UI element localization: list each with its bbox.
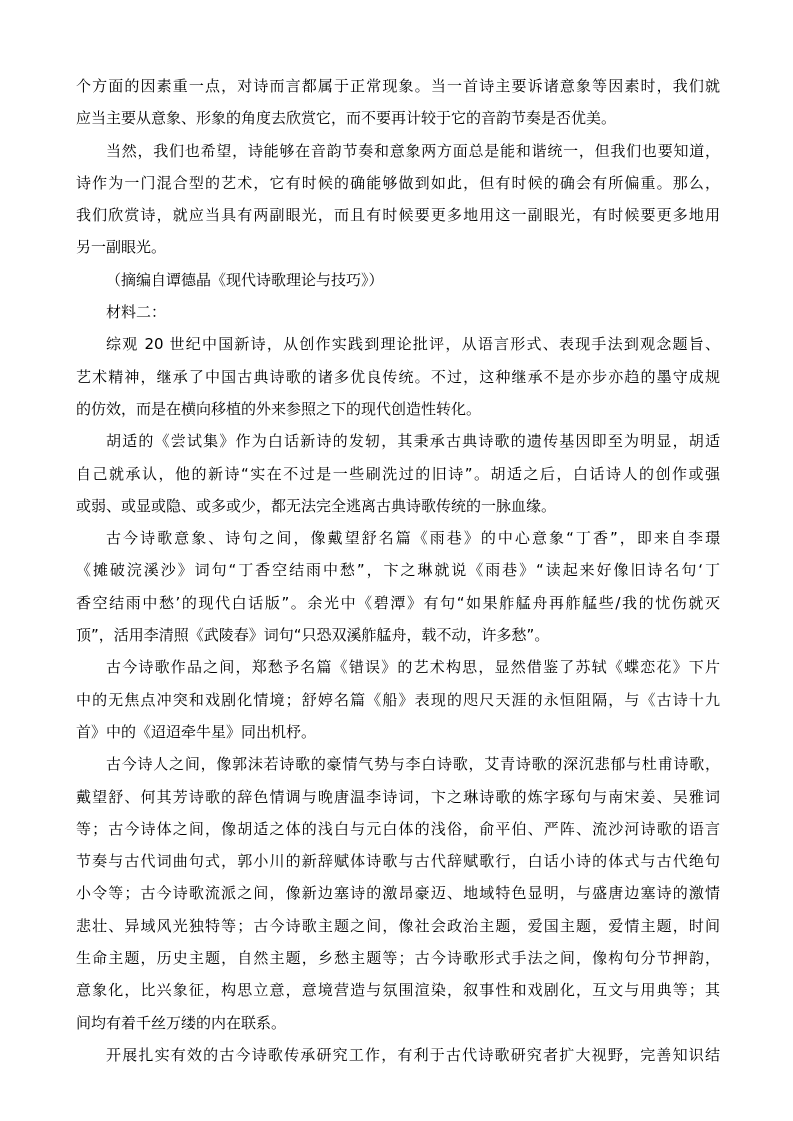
text-line: 小令等；古今诗歌流派之间，像新边塞诗的激昂豪迈、地域特色显明，与盛唐边塞诗的激情 [76, 884, 720, 903]
text-line: 诗作为一门混合型的艺术，它有时候的确能够做到如此，但有时候的确会有所偏重。那么， [76, 173, 720, 192]
paragraph-first-line: 古今诗歌作品之间，郑愁予名篇《错误》的艺术构思，显然借鉴了苏轼《蝶恋花》下片 [106, 658, 720, 677]
text-line: 间均有着千丝万缕的内在联系。 [76, 1013, 287, 1032]
text-line: 《摊破浣溪沙》词句“丁香空结雨中愁”，卞之琳就说《雨巷》“读起来好像旧诗名句‘丁 [76, 561, 720, 580]
text-line: 我们欣赏诗，就应当具有两副眼光，而且有时候要更多地用这一副眼光，有时候要更多地用 [76, 206, 720, 225]
text-line: 艺术精神，继承了中国古典诗歌的诸多优良传统。不过，这种继承不是亦步亦趋的墨守成规 [76, 367, 720, 386]
paragraph-first-line: 古今诗人之间，像郭沫若诗歌的豪情气势与李白诗歌，艾青诗歌的深沉悲郁与杜甫诗歌， [106, 755, 720, 774]
text-line: 首》中的《迢迢牵牛星》同出机杼。 [76, 722, 317, 741]
paragraph-first-line: 古今诗歌意象、诗句之间，像戴望舒名篇《雨巷》的中心意象“丁香”，即来自李璟 [106, 529, 720, 548]
text-line: 另一副眼光。 [76, 238, 167, 257]
text-line: 应当主要从意象、形象的角度去欣赏它，而不要再计较于它的音韵节奏是否优美。 [76, 109, 617, 128]
text-line: 或弱、或显或隐、或多或少，都无法完全逃离古典诗歌传统的一脉血缘。 [76, 496, 557, 515]
text-line: 节奏与古代词曲句式，郭小川的新辞赋体诗歌与古代辞赋歌行，白话小诗的体式与古代绝句 [76, 852, 720, 871]
text-line: 等；古今诗体之间，像胡适之体的浅白与元白体的浅俗，俞平伯、严阵、流沙河诗歌的语言 [76, 819, 720, 838]
paragraph-first-line: 综观 20 世纪中国新诗，从创作实践到理论批评，从语言形式、表现手法到观念题旨、 [106, 335, 720, 354]
paragraph-first-line: 开展扎实有效的古今诗歌传承研究工作，有利于古代诗歌研究者扩大视野，完善知识结 [106, 1045, 720, 1064]
paragraph-first-line: 当然，我们也希望，诗能够在音韵节奏和意象两方面总是能和谐统一，但我们也要知道， [106, 141, 720, 160]
source-citation: （摘编自谭德晶《现代诗歌理论与技巧》） [106, 270, 384, 289]
text-line: 中的无焦点冲突和戏剧化情境；舒婷名篇《船》表现的咫尺天涯的永恒阻隔，与《古诗十九 [76, 690, 720, 709]
document-page [76, 70, 720, 1071]
text-line: 生命主题，历史主题，自然主题，乡愁主题等；古今诗歌形式手法之间，像构句分节押韵， [76, 949, 720, 968]
text-line: 意象化，比兴象征，构思立意，意境营造与氛围渲染，叙事性和戏剧化，互文与用典等；其 [76, 981, 720, 1000]
text-line: 的仿效，而是在横向移植的外来参照之下的现代创造性转化。 [76, 399, 482, 418]
text-line: 悲壮、异域风光独特等；古今诗歌主题之间，像社会政治主题，爱国主题，爱情主题，时间 [76, 916, 720, 935]
text-line: 顶”，活用李清照《武陵春》词句“只恐双溪舴艋舟，载不动，许多愁”。 [76, 626, 550, 645]
text-line: 戴望舒、何其芳诗歌的辞色情调与晚唐温李诗词，卞之琳诗歌的炼字琢句与南宋姜、吴雅词 [76, 787, 720, 806]
paragraph-first-line: 胡适的《尝试集》作为白话新诗的发轫，其秉承古典诗歌的遗传基因即至为明显，胡适 [106, 432, 720, 451]
text-line: 个方面的因素重一点，对诗而言都属于正常现象。当一首诗主要诉诸意象等因素时，我们就 [76, 77, 720, 95]
section-heading: 材料二： [106, 303, 167, 322]
text-line: 香空结雨中愁’的现代白话版”。余光中《碧潭》有句“如果舴艋舟再舴艋些/我的忧伤就灭 [76, 593, 720, 612]
text-line: 自己就承认，他的新诗“实在不过是一些刷洗过的旧诗”。胡适之后，白话诗人的创作或强 [76, 464, 720, 483]
